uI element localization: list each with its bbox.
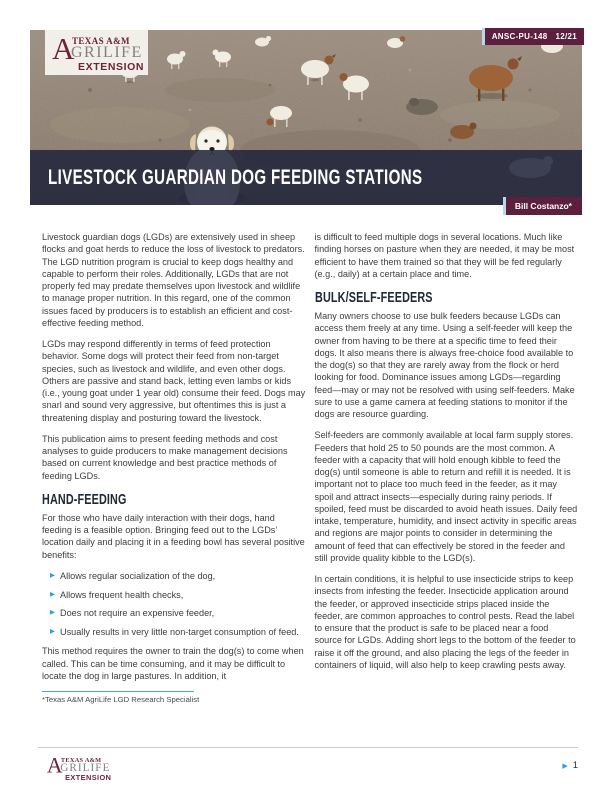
paragraph: Many owners choose to use bulk feeders because LGDs can access them freely at any time. Using a self-feeder will keep the owner from having to be there at a specific time to feed their dogs. It also means there is always free-choice food available to the dog(s) so that they are rarely away from the flock or herd looking for food. Dominance issues among LGDs—regarding feed—may or may not be resolved with using self-feeders. Make sure to use a game camera at feeding stations to monitor if the dogs are resource guarding. — [314, 311, 575, 419]
page-number-value: 1 — [572, 760, 578, 771]
paragraph: This publication aims to present feeding methods and cost analyses to guide producers to make management decisions based on current knowledge and best practice methods of feeding LGDs. — [42, 433, 288, 481]
footnote — [42, 691, 200, 704]
list-item-text: Does not require an expensive feeder, — [60, 608, 215, 619]
benefits-list — [42, 570, 306, 639]
footnote-text: *Texas A&M AgriLife LGD Research Specialist — [42, 695, 200, 704]
logo-grilife: GRILIFE — [60, 761, 111, 774]
logo-extension: EXTENSION — [65, 773, 112, 783]
author-badge — [503, 197, 582, 215]
footer-agrilife-logo — [42, 752, 114, 784]
paragraph: is difficult to feed multiple dogs in several locations. Much like finding horses on pasture when they are needed, it may be most efficient to have them trained so that they will be fed regularly (e.g., daily) at a certain place and time. — [314, 232, 575, 279]
paragraph: LGDs may respond differently in terms of feed protection behavior. Some dogs will protect their feed from non-target species, such as livestock and wildlife, and even other dogs. Others are passive and stand back, letting even lambs or kids (i.e., young goat under 1 year old) consume their feed. Dogs may snarl and sound very aggressive, but oftentimes this is just a threatening display and posturing toward the livestock. — [42, 339, 306, 423]
list-item — [50, 589, 306, 601]
logo-letter-a: A — [52, 31, 75, 66]
page-number — [562, 760, 578, 771]
bullet-arrow-icon: ▶ — [50, 609, 55, 617]
doc-number-badge — [482, 28, 584, 45]
paragraph: In certain conditions, it is helpful to use insecticide strips to keep insects from infesting the feeder. Insecticide application around the feeder, or approved insecticide strips placed inside the feeder, are common approaches to control pests. Read the label to ensure that the product is safe to be placed near a food source for LGDs. Adding short legs to the bottom of the feeder to raise it off the ground, and also placing the legs of the feeder in containers of liquid, will also help to keep crawling pests away. — [314, 574, 576, 670]
footer-divider — [38, 747, 578, 748]
list-item-text: Usually results in very little non-target consumption of feed. — [60, 627, 299, 637]
paragraph: This method requires the owner to train the dog(s) to come when called. This can be time consuming, and it may be difficult to locate the dog in large pastures. In addition, it — [42, 646, 304, 681]
right-column — [315, 231, 579, 704]
logo-grilife: GRILIFE — [71, 44, 143, 61]
doc-date: 12/21 — [555, 32, 577, 41]
logo-letter-a: A — [46, 752, 63, 778]
logo-extension: EXTENSION — [78, 61, 145, 73]
bullet-arrow-icon: ▶ — [50, 628, 55, 635]
section-heading-bulk-self-feeders: BULK/SELF-FEEDERS — [314, 289, 433, 306]
paragraph: Livestock guardian dogs (LGDs) are extensively used in sheep flocks and goat herds to reduce the loss of livestock to predators. The LGD nutrition program is crucial to keep dogs healthy and capable to perform their roles. Additionally, LGDs that are not properly fed may predate themselves upon livestock and wildlife to manage proper nutrition. In this regard, one of the common issues faced by producers is to establish an efficient and cost-effective feeding method. — [42, 232, 305, 328]
bullet-arrow-icon: ▶ — [50, 590, 55, 598]
page-title: LIVESTOCK GUARDIAN DOG FEEDING STATIONS — [48, 166, 423, 189]
hero-photo — [30, 30, 582, 205]
page-arrow-icon: ▶ — [562, 762, 568, 770]
list-item-text: Allows regular socialization of the dog, — [60, 570, 216, 581]
body-columns — [42, 231, 578, 704]
bullet-arrow-icon: ▶ — [50, 571, 55, 579]
logo-texas-am: TEXAS A&M — [60, 756, 102, 764]
logo-texas-am: TEXAS A&M — [72, 36, 130, 46]
left-column — [42, 231, 306, 704]
paragraph: Self-feeders are commonly available at local farm supply stores. Feeders that hold 25 to 50 pounds are the most common. A feeder with a capacity that will hold enough kibble to feed the dog(s) until someone is able to return and refill it is needed. It is important not to place too much feed in the feeder, as it may spoil and attract insects—especially during rainy periods. If spoiled, feed must be discarded to avoid heath issues. Daily feed intake, temperature, humidity, and insect activity in specific areas and regions are major points to consider in determining the amount of feed that can effectively be stored in the feeder and still provide quality kibble to the LGD(s). — [314, 430, 578, 563]
section-heading-hand-feeding: HAND-FEEDING — [42, 490, 127, 508]
list-item — [50, 570, 306, 582]
author-name: Bill Costanzo* — [514, 201, 572, 211]
list-item — [50, 607, 306, 619]
list-item-text: Allows frequent health checks, — [60, 589, 184, 600]
agrilife-extension-logo — [45, 30, 148, 75]
doc-number: ANSC-PU-148 — [491, 32, 548, 41]
list-item — [50, 626, 306, 638]
paragraph: For those who have daily interaction with their dogs, hand feeding is a feasible option. Bringing feed out to the LGDs’ location daily and placing it in a feeding bowl has several positive benefits: — [42, 512, 305, 560]
